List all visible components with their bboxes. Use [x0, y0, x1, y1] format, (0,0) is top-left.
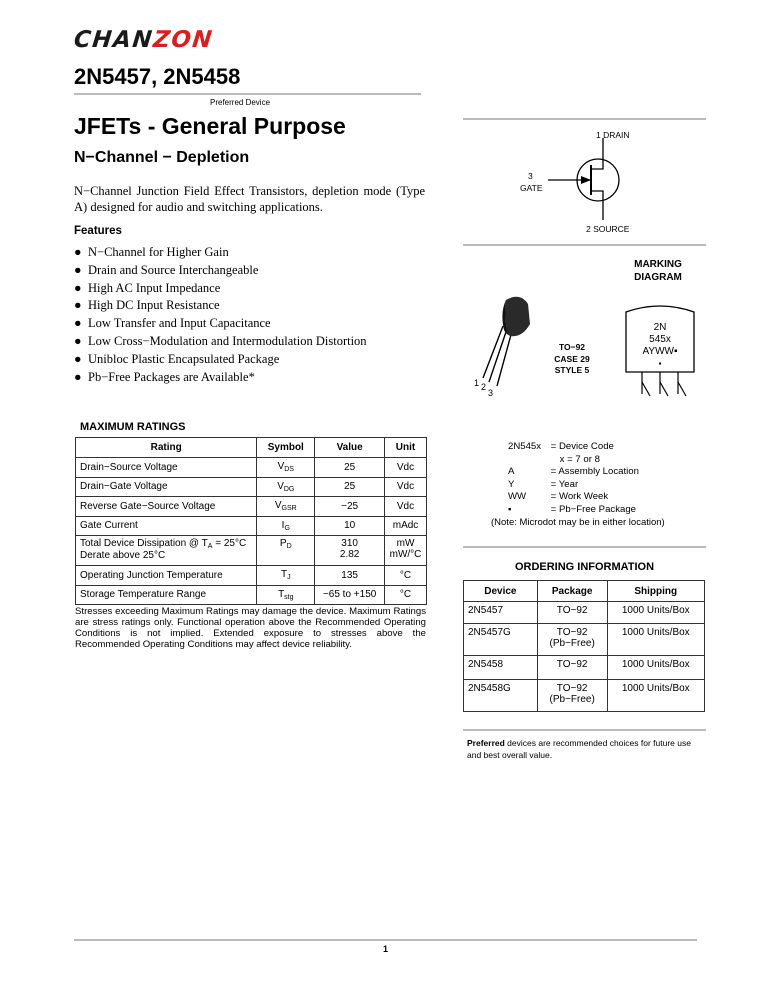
package-cell: TO−92: [537, 656, 607, 680]
legend-key: 2N545x: [508, 441, 542, 452]
list-item: [74, 315, 367, 333]
list-item: [74, 244, 367, 262]
bullet-icon: ●: [74, 333, 82, 348]
marking-chip-diagram: [620, 300, 700, 400]
column-header: Device: [464, 581, 538, 602]
gate-number-label: 3: [528, 171, 533, 181]
chip-lead-hatch: [642, 382, 650, 396]
preferred-note-bold: Preferred: [467, 738, 505, 748]
preferred-note: [467, 738, 707, 761]
bullet-icon: ●: [74, 369, 82, 384]
symbol-text: V: [277, 461, 285, 473]
symbol-cell: [257, 566, 315, 586]
rating-cell: Gate Current: [76, 516, 257, 536]
unit-cell: [385, 536, 427, 566]
symbol-cell: [257, 477, 315, 497]
preferred-device-label: Preferred Device: [210, 98, 271, 107]
rating-cell: [76, 536, 257, 566]
value-cell: −25: [315, 497, 385, 517]
symbol-subscript: D: [286, 543, 292, 550]
column-header: Value: [315, 438, 385, 458]
rating-cell: Reverse Gate−Source Voltage: [76, 497, 257, 517]
table-row: [464, 624, 705, 656]
symbol-text: P: [279, 538, 287, 549]
list-item: [74, 369, 367, 387]
feature-text: N−Channel for Higher Gain: [88, 245, 229, 259]
symbol-cell: [257, 497, 315, 517]
package-text: TO−92: [556, 683, 588, 694]
legend-value: x = 7 or 8: [559, 453, 600, 465]
feature-text: Low Cross−Modulation and Intermodulation Distortion: [88, 333, 367, 348]
list-item: [74, 297, 367, 315]
stress-note: Stresses exceeding Maximum Ratings may damage the device. Maximum Ratings are stress ratings only. Functional operation above the Recommended Operating Conditions is not implied. Extended exposure to stresses above the Recommended Operating Conditions may affect device reliability.: [75, 606, 426, 650]
unit-cell: °C: [385, 566, 427, 586]
value-cell: 25: [315, 458, 385, 478]
divider-right-3: [463, 546, 706, 548]
symbol-subscript: stg: [284, 593, 294, 601]
pin1-label: 1: [474, 378, 480, 388]
symbol-cell: [257, 536, 315, 566]
bullet-icon: ●: [74, 316, 82, 331]
unit-text: mW: [396, 538, 415, 549]
table-header-row: [76, 438, 427, 458]
brand-logo: [73, 27, 215, 53]
table-row: [76, 566, 427, 586]
legend-value: = Pb−Free Package: [550, 503, 637, 515]
legend-row: [508, 454, 639, 467]
package-text: TO−92: [556, 627, 588, 638]
unit-cell: Vdc: [385, 458, 427, 478]
table-row: [76, 516, 427, 536]
rating-text-suffix: = 25°C: [212, 538, 247, 549]
rating-cell: Storage Temperature Range: [76, 585, 257, 605]
value-cell: 10: [315, 516, 385, 536]
jfet-symbol-diagram: [463, 122, 706, 240]
feature-text: High AC Input Impedance: [88, 280, 221, 295]
list-item: [74, 262, 367, 280]
part-numbers: 2N5457, 2N5458: [74, 64, 241, 89]
legend-key: WW: [508, 491, 527, 502]
chip-text-line1: 2N: [653, 322, 667, 333]
marking-diagram-heading: [610, 258, 706, 284]
symbol-text: V: [274, 500, 282, 512]
package-line1: TO−92: [558, 342, 586, 352]
preferred-note-text: devices are recommended choices for future use and best overall value.: [467, 738, 691, 760]
unit-cell: °C: [385, 585, 427, 605]
rating-subscript: A: [207, 543, 213, 550]
table-row: [76, 497, 427, 517]
column-header: Package: [537, 581, 607, 602]
symbol-subscript: J: [287, 574, 291, 582]
package-text-line2: (Pb−Free): [549, 638, 595, 649]
unit-cell: Vdc: [385, 477, 427, 497]
feature-text: Pb−Free Packages are Available*: [88, 369, 255, 384]
value-cell: −65 to +150: [315, 585, 385, 605]
package-type: [548, 342, 596, 377]
table-header-row: [464, 581, 705, 602]
shipping-cell: 1000 Units/Box: [607, 624, 704, 656]
table-row: [76, 458, 427, 478]
shipping-cell: 1000 Units/Box: [607, 602, 704, 624]
to92-package-icon: [470, 290, 550, 400]
feature-text: Drain and Source Interchangeable: [88, 262, 259, 277]
device-cell: 2N5458G: [464, 680, 538, 712]
symbol-subscript: G: [284, 524, 290, 532]
drain-lead: [591, 138, 603, 169]
device-cell: 2N5458: [464, 656, 538, 680]
chip-text-line2: 545x: [649, 334, 671, 345]
symbol-text: T: [280, 569, 288, 581]
page-title: JFETs - General Purpose: [74, 113, 346, 139]
legend-row: [508, 491, 639, 504]
column-header: Rating: [76, 438, 257, 458]
rating-text-line2: Derate above 25°C: [80, 550, 166, 561]
pin3-label: 3: [488, 388, 494, 398]
table-row: [464, 656, 705, 680]
package-cell: TO−92: [537, 602, 607, 624]
value-text: 310: [341, 538, 358, 549]
feature-text: Low Transfer and Input Capacitance: [88, 316, 271, 331]
gate-arrow-icon: [581, 176, 591, 184]
value-text-line2: 2.82: [339, 549, 360, 560]
legend-row: [508, 504, 639, 517]
page-number: 1: [383, 944, 389, 954]
legend-row: [508, 479, 639, 492]
symbol-text: I: [281, 519, 285, 531]
gate-label: GATE: [520, 183, 543, 193]
legend-row: [508, 441, 639, 454]
marking-heading-line1: MARKING: [634, 259, 682, 270]
marking-legend: [508, 441, 639, 516]
source-label: 2 SOURCE: [586, 224, 630, 234]
feature-text: High DC Input Resistance: [88, 298, 220, 313]
list-item: [74, 351, 367, 369]
marking-heading-line2: DIAGRAM: [634, 272, 682, 283]
column-header: Shipping: [607, 581, 704, 602]
bullet-icon: ●: [74, 351, 82, 366]
table-row: [76, 477, 427, 497]
max-ratings-table: [75, 437, 427, 605]
device-cell: 2N5457: [464, 602, 538, 624]
brand-logo-part2: ZON: [151, 27, 215, 53]
package-line2: CASE 29: [554, 353, 590, 364]
chip-text-line4: ▪: [658, 359, 662, 368]
source-lead: [591, 191, 603, 220]
rating-cell: Drain−Source Voltage: [76, 458, 257, 478]
legend-row: [508, 466, 639, 479]
symbol-subscript: GSR: [281, 505, 297, 513]
unit-cell: Vdc: [385, 497, 427, 517]
symbol-subscript: DG: [283, 485, 295, 493]
package-line3: STYLE 5: [554, 365, 590, 375]
divider-bottom: [74, 939, 697, 941]
symbol-cell: [257, 458, 315, 478]
rating-cell: Operating Junction Temperature: [76, 566, 257, 586]
brand-logo-part1: CHAN: [72, 27, 155, 53]
legend-value: = Work Week: [550, 491, 609, 502]
value-cell: 25: [315, 477, 385, 497]
intro-paragraph: N−Channel Junction Field Effect Transistors, depletion mode (Type A) designed for audio and switching applications.: [74, 184, 425, 214]
pin-lead: [497, 331, 512, 386]
value-cell: [315, 536, 385, 566]
divider-right-2: [463, 244, 706, 246]
chip-text-line3: AYWW▪: [642, 346, 678, 357]
microdot-note: (Note: Microdot may be in either location): [491, 517, 665, 528]
package-cell: [537, 624, 607, 656]
bullet-icon: ●: [74, 298, 82, 313]
feature-text: Unibloc Plastic Encapsulated Package: [88, 351, 280, 366]
table-row: [464, 602, 705, 624]
symbol-cell: [257, 516, 315, 536]
page-subtitle: N−Channel − Depletion: [74, 149, 250, 166]
drain-label: 1 DRAIN: [596, 130, 630, 140]
symbol-text: V: [277, 480, 284, 492]
divider-top: [74, 93, 421, 95]
package-text-line2: (Pb−Free): [549, 694, 595, 705]
shipping-cell: 1000 Units/Box: [607, 680, 704, 712]
table-row: [76, 536, 427, 566]
bullet-icon: ●: [74, 280, 82, 295]
bullet-icon: ●: [74, 262, 82, 277]
divider-right-1: [463, 118, 706, 120]
package-cell: [537, 680, 607, 712]
symbol-cell: [257, 585, 315, 605]
column-header: Unit: [385, 438, 427, 458]
list-item: [74, 333, 367, 351]
symbol-subscript: DS: [284, 466, 294, 474]
rating-cell: Drain−Gate Voltage: [76, 477, 257, 497]
table-row: [464, 680, 705, 712]
divider-right-4: [463, 729, 706, 731]
rating-text: Total Device Dissipation @ T: [80, 538, 208, 549]
device-cell: 2N5457G: [464, 624, 538, 656]
unit-cell: mAdc: [385, 516, 427, 536]
chip-lead-hatch: [678, 382, 686, 396]
unit-text-line2: mW/°C: [389, 549, 422, 560]
legend-value: = Assembly Location: [550, 466, 639, 477]
features-list: [74, 244, 367, 386]
chip-lead-hatch: [660, 382, 668, 396]
table-row: [76, 585, 427, 605]
value-cell: 135: [315, 566, 385, 586]
list-item: [74, 280, 367, 298]
ordering-heading: ORDERING INFORMATION: [514, 561, 655, 573]
ordering-table: [463, 580, 705, 712]
features-heading: Features: [74, 225, 122, 237]
max-ratings-heading: MAXIMUM RATINGS: [80, 421, 186, 433]
legend-value: = Year: [550, 478, 579, 490]
shipping-cell: 1000 Units/Box: [607, 656, 704, 680]
symbol-text: T: [278, 588, 285, 600]
column-header: Symbol: [257, 438, 315, 458]
legend-key: Y: [508, 478, 515, 490]
bullet-icon: ●: [74, 245, 82, 259]
legend-key: A: [508, 466, 515, 477]
legend-value: = Device Code: [550, 441, 614, 452]
legend-key: ▪: [508, 503, 512, 515]
pin2-label: 2: [481, 382, 487, 392]
package-body: [506, 297, 531, 336]
